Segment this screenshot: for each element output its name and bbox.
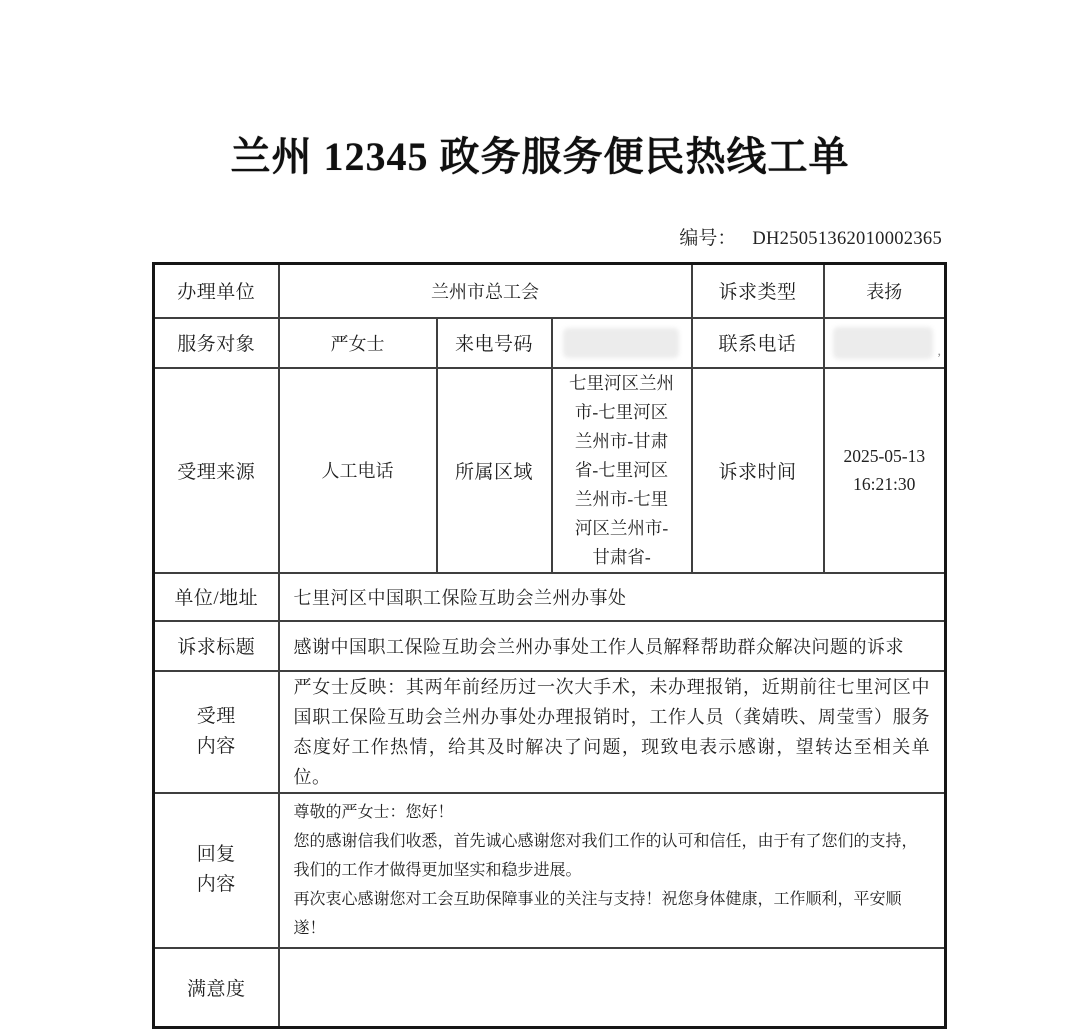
reply-paragraph: 再次衷心感谢您对工会互助保障事业的关注与支持！祝您身体健康，工作顺利，平安顺遂！ (293, 890, 902, 937)
unit-address-value: 七里河区中国职工保险互助会兰州办事处 (279, 573, 946, 621)
accept-source-label: 受理来源 (154, 368, 279, 573)
reply-paragraph: 尊敬的严女士：您好！ (293, 803, 454, 821)
row-unit-address (154, 573, 946, 621)
appeal-type-value: 表扬 (824, 264, 946, 318)
service-target-label: 服务对象 (154, 318, 279, 368)
row-service-target (154, 318, 946, 368)
row-reply-content (154, 793, 946, 948)
row-accept-source (154, 368, 946, 573)
accept-content-value: 严女士反映：其两年前经历过一次大手术，未办理报销，近期前往七里河区中国职工保险互助会兰州办事处办理报销时，工作人员（龚婧昳、周莹雪）服务态度好工作热情，给其及时解决了问题，现致电表示感谢，望转达至相关单位。 (279, 671, 946, 793)
caller-number-value (552, 318, 692, 368)
contact-phone-label: 联系电话 (692, 318, 824, 368)
smudge-mark: , (937, 343, 942, 359)
page-title: 兰州 12345 政务服务便民热线工单 (230, 134, 850, 179)
redacted-caller-number (563, 328, 679, 358)
handling-unit-label: 办理单位 (154, 264, 279, 318)
accept-source-value: 人工电话 (279, 368, 437, 573)
appeal-type-label: 诉求类型 (692, 264, 824, 318)
doc-number-label: 编号： (679, 228, 737, 249)
doc-number-value: DH25051362010002365 (752, 229, 942, 249)
satisfaction-value (279, 948, 946, 1028)
contact-phone-value (824, 318, 946, 368)
row-handling-unit (154, 264, 946, 318)
reply-content-value (279, 793, 946, 948)
region-label: 所属区域 (437, 368, 552, 573)
reply-content-label-text: 回复内容 (196, 844, 236, 895)
reply-paragraph: 您的感谢信我们收悉，首先诚心感谢您对我们工作的认可和信任，由于有了您们的支持，我们的工作才做得更加坚实和稳步进展。 (293, 832, 918, 879)
handling-unit-value: 兰州市总工会 (279, 264, 692, 318)
unit-address-label: 单位/地址 (154, 573, 279, 621)
appeal-title-label: 诉求标题 (154, 621, 279, 671)
satisfaction-label: 满意度 (154, 948, 279, 1028)
doc-number (152, 223, 942, 250)
caller-number-label: 来电号码 (437, 318, 552, 368)
row-satisfaction (154, 948, 946, 1028)
workorder-table (152, 262, 947, 1029)
redacted-contact-phone (833, 327, 933, 359)
service-target-value: 严女士 (279, 318, 437, 368)
appeal-time-value: 2025-05-13 16:21:30 (824, 368, 946, 573)
row-appeal-title (154, 621, 946, 671)
row-accept-content (154, 671, 946, 793)
appeal-time-label: 诉求时间 (692, 368, 824, 573)
region-value: 七里河区兰州市-七里河区兰州市-甘肃省-七里河区兰州市-七里河区兰州市-甘肃省- (552, 368, 692, 573)
accept-content-label-text: 受理内容 (196, 705, 236, 757)
appeal-title-value: 感谢中国职工保险互助会兰州办事处工作人员解释帮助群众解决问题的诉求 (279, 621, 946, 671)
reply-content-label (154, 793, 279, 948)
accept-content-label (154, 671, 279, 793)
